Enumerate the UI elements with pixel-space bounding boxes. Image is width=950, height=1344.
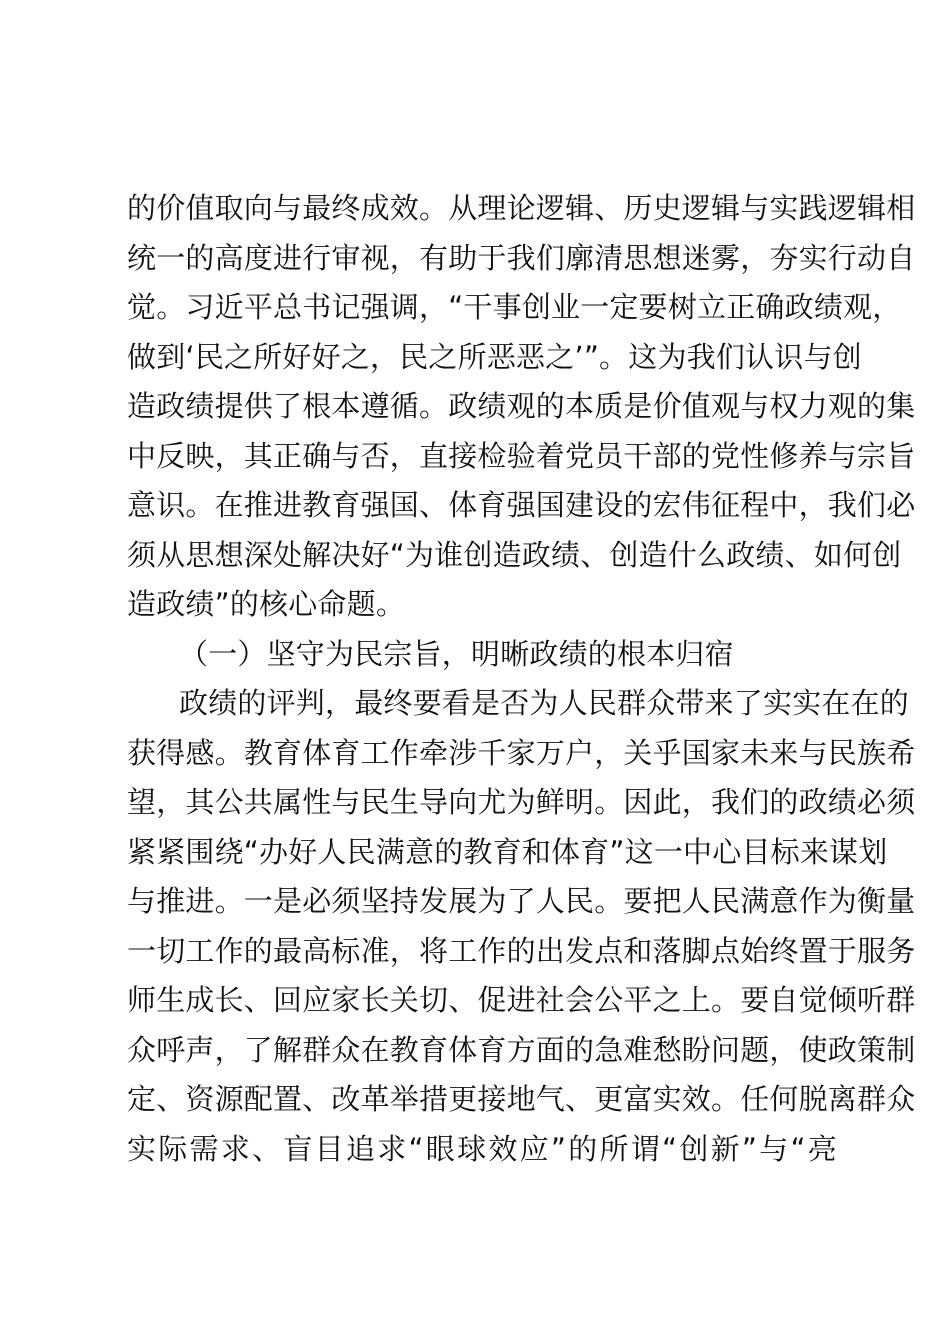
text-line: 紧紧围绕“办好人民满意的教育和体育”这一中心目标来谋划 [127,835,888,869]
text-line: 众呼声，了解群众在教育体育方面的急难愁盼问题，使政策制 [127,1033,916,1067]
text-line: 须从思想深处解决好“为谁创造政绩、创造什么政绩、如何创 [127,538,902,572]
text-line: 造政绩提供了根本遵循。政绩观的本质是价值观与权力观的集 [127,389,916,423]
text-line: 统一的高度进行审视，有助于我们廓清思想迷雾，夯实行动自 [127,241,916,275]
text-line: 中反映，其正确与否，直接检验着党员干部的党性修养与宗旨 [127,439,916,473]
text-line: 政绩的评判，最终要看是否为人民群众带来了实实在在的 [179,686,910,720]
text-line: 造政绩”的核心命题。 [127,587,406,621]
text-line: 觉。习近平总书记强调，“干事创业一定要树立正确政绩观， [127,290,902,324]
text-line: 实际需求、盲目追求“眼球效应”的所谓“创新”与“亮 [127,1132,837,1166]
text-line: 师生成长、回应家长关切、促进社会公平之上。要自觉倾听群 [127,983,916,1017]
text-line: 与推进。一是必须坚持发展为了人民。要把人民满意作为衡量 [127,884,916,918]
text-line: 意识。在推进教育强国、体育强国建设的宏伟征程中，我们必 [127,488,916,522]
text-line: 一切工作的最高标准，将工作的出发点和落脚点始终置于服务 [127,934,916,968]
text-line: 做到‘民之所好好之，民之所恶恶之’”。这为我们认识与创 [127,340,862,374]
text-line: 的价值取向与最终成效。从理论逻辑、历史逻辑与实践逻辑相 [127,191,916,225]
section-heading: （一）坚守为民宗旨，明晰政绩的根本归宿 [179,637,734,671]
text-line: 定、资源配置、改革举措更接地气、更富实效。任何脱离群众 [127,1082,916,1116]
text-line: 望，其公共属性与民生导向尤为鲜明。因此，我们的政绩必须 [127,785,916,819]
text-line: 获得感。教育体育工作牵涉千家万户，关乎国家未来与民族希 [127,736,916,770]
